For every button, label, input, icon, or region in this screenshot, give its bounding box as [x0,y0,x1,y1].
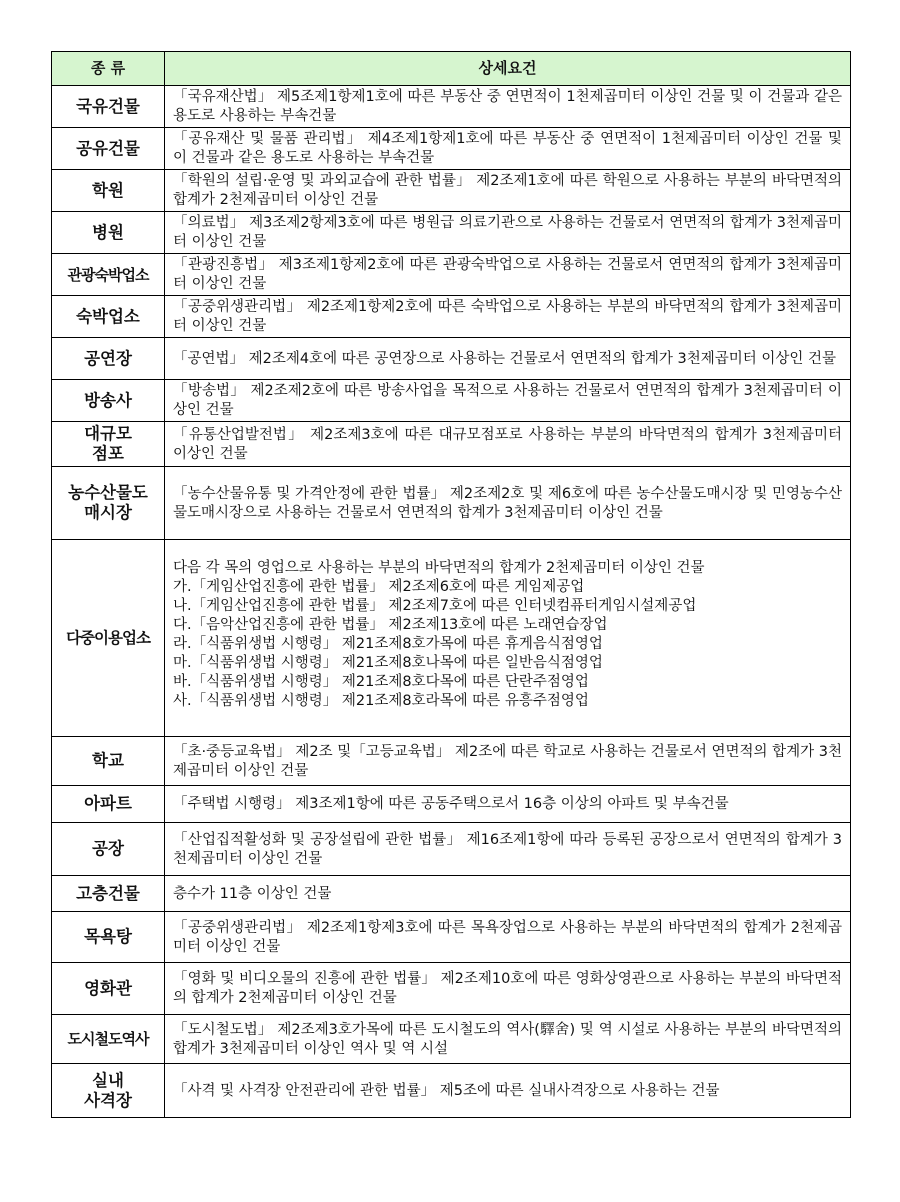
row-kind: 고층건물 [52,876,165,912]
row-detail: 「사격 및 사격장 안전관리에 관한 법률」 제5조에 따른 실내사격장으로 사용하는 건물 [165,1064,851,1118]
table-row [52,296,851,338]
row-detail: 「공연법」 제2조제4호에 따른 공연장으로 사용하는 건물로서 연면적의 합계가 3천제곱미터 이상인 건물 [165,338,851,380]
detail-line: 다음 각 목의 영업으로 사용하는 부분의 바닥면적의 합계가 2천제곱미터 이상인 건물 [173,560,705,576]
row-kind: 아파트 [52,786,165,823]
row-detail: 층수가 11층 이상인 건물 [165,876,851,912]
table-row [52,254,851,296]
row-kind-line: 매시장 [84,503,132,522]
table-row [52,1015,851,1064]
header-kind: 종 류 [52,52,165,86]
row-kind: 목욕탕 [52,912,165,963]
row-detail: 「학원의 설립·운영 및 과외교습에 관한 법률」 제2조제1호에 따른 학원으로 사용하는 부분의 바닥면적의 합계가 2천제곱미터 이상인 건물 [165,170,851,212]
table-row [52,963,851,1015]
row-kind [52,467,165,540]
row-detail: 「영화 및 비디오물의 진흥에 관한 법률」 제2조제10호에 따른 영화상영관으로 사용하는 부분의 바닥면적의 합계가 2천제곱미터 이상인 건물 [165,963,851,1015]
row-kind: 공유건물 [52,128,165,170]
table-row [52,912,851,963]
row-kind: 공장 [52,823,165,876]
row-kind-line: 사격장 [84,1090,132,1110]
row-kind [52,422,165,467]
table-row [52,467,851,540]
row-kind: 숙박업소 [52,296,165,338]
row-detail: 「주택법 시행령」 제3조제1항에 따른 공동주택으로서 16층 이상의 아파트 및 부속건물 [165,786,851,823]
row-kind: 병원 [52,212,165,254]
row-detail: 「초·중등교육법」 제2조 및「고등교육법」 제2조에 따른 학교로 사용하는 건물로서 연면적의 합계가 3천제곱미터 이상인 건물 [165,737,851,786]
row-detail: 「공중위생관리법」 제2조제1항제2호에 따른 숙박업으로 사용하는 부분의 바닥면적의 합계가 3천제곱미터 이상인 건물 [165,296,851,338]
row-detail: 「국유재산법」 제5조제1항제1호에 따른 부동산 중 연면적이 1천제곱미터 이상인 건물 및 이 건물과 같은 용도로 사용하는 부속건물 [165,86,851,128]
table-row [52,422,851,467]
row-detail [165,540,851,737]
table-row [52,1064,851,1118]
row-kind-line: 점포 [92,444,124,463]
table-row [52,876,851,912]
row-kind: 방송사 [52,380,165,422]
header-detail: 상세요건 [165,52,851,86]
row-kind: 국유건물 [52,86,165,128]
row-kind: 다중이용업소 [52,540,165,737]
table-row [52,128,851,170]
table-row [52,338,851,380]
row-detail: 「산업집적활성화 및 공장설립에 관한 법률」 제16조제1항에 따라 등록된 공장으로서 연면적의 합계가 3천제곱미터 이상인 건물 [165,823,851,876]
detail-line: 라.「식품위생법 시행령」 제21조제8호가목에 따른 휴게음식점영업 [173,636,603,652]
row-detail: 「공중위생관리법」 제2조제1항제3호에 따른 목욕장업으로 사용하는 부분의 바닥면적의 합계가 2천제곱미터 이상인 건물 [165,912,851,963]
table-row [52,86,851,128]
detail-line: 마.「식품위생법 시행령」 제21조제8호나목에 따른 일반음식점영업 [173,655,603,671]
row-kind: 영화관 [52,963,165,1015]
row-kind: 도시철도역사 [52,1015,165,1064]
row-kind-line: 대규모 [84,424,132,443]
row-detail: 「공유재산 및 물품 관리법」 제4조제1항제1호에 따른 부동산 중 연면적이 1천제곱미터 이상인 건물 및 이 건물과 같은 용도로 사용하는 부속건물 [165,128,851,170]
requirements-table [51,51,851,1118]
detail-line: 나.「게임산업진흥에 관한 법률」 제2조제7호에 따른 인터넷컴퓨터게임시설제공업 [173,598,697,614]
row-detail: 「방송법」 제2조제2호에 따른 방송사업을 목적으로 사용하는 건물로서 연면적의 합계가 3천제곱미터 이상인 건물 [165,380,851,422]
table-row [52,540,851,737]
detail-line: 바.「식품위생법 시행령」 제21조제8호다목에 따른 단란주점영업 [173,674,589,690]
row-detail: 「유통산업발전법」 제2조제3호에 따른 대규모점포로 사용하는 부분의 바닥면적의 합계가 3천제곱미터 이상인 건물 [165,422,851,467]
row-kind: 학교 [52,737,165,786]
row-detail: 「관광진흥법」 제3조제1항제2호에 따른 관광숙박업으로 사용하는 건물로서 연면적의 합계가 3천제곱미터 이상인 건물 [165,254,851,296]
table-row [52,380,851,422]
table-row [52,737,851,786]
row-kind: 공연장 [52,338,165,380]
row-kind [52,1064,165,1118]
row-kind-line: 농수산물도 [68,483,148,502]
table-row [52,823,851,876]
row-kind: 관광숙박업소 [52,254,165,296]
table-row [52,786,851,823]
row-kind: 학원 [52,170,165,212]
detail-line: 다.「음악산업진흥에 관한 법률」 제2조제13호에 따른 노래연습장업 [173,617,608,633]
detail-line: 사.「식품위생법 시행령」 제21조제8호라목에 따른 유흥주점영업 [173,693,589,709]
detail-line: 가.「게임산업진흥에 관한 법률」 제2조제6호에 따른 게임제공업 [173,579,585,595]
row-detail: 「의료법」 제3조제2항제3호에 따른 병원급 의료기관으로 사용하는 건물로서 연면적의 합계가 3천제곱미터 이상인 건물 [165,212,851,254]
row-kind-line: 실내 [92,1070,124,1090]
row-detail: 「도시철도법」 제2조제3호가목에 따른 도시철도의 역사(驛舍) 및 역 시설로 사용하는 부분의 바닥면적의 합계가 3천제곱미터 이상인 역사 및 역 시설 [165,1015,851,1064]
table-row [52,212,851,254]
requirements-table-wrapper [51,51,851,1118]
table-row [52,170,851,212]
table-header-row [52,52,851,86]
row-detail: 「농수산물유통 및 가격안정에 관한 법률」 제2조제2호 및 제6호에 따른 농수산물도매시장 및 민영농수산물도매시장으로 사용하는 건물로서 연면적의 합계가 3천제곱미터 이상인 건물 [165,467,851,540]
